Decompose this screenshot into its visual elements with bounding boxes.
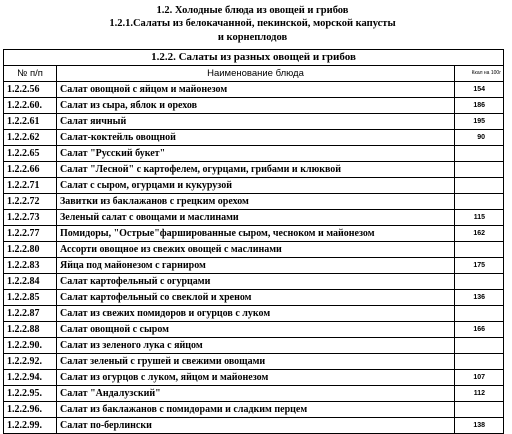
kcal-value: 112 (455, 386, 504, 402)
table-row (4, 162, 504, 178)
table-row (4, 242, 504, 258)
table-row (4, 114, 504, 130)
row-number: 1.2.2.85 (4, 290, 57, 306)
row-number: 1.2.2.87 (4, 306, 57, 322)
row-number: 1.2.2.77 (4, 226, 57, 242)
dish-name: Салат овощной с сыром (57, 322, 455, 338)
row-number: 1.2.2.56 (4, 82, 57, 98)
dish-name: Салат картофельный со свеклой и хреном (57, 290, 455, 306)
kcal-value (455, 178, 504, 194)
kcal-value: 166 (455, 322, 504, 338)
kcal-value: 138 (455, 418, 504, 434)
dish-name: Салат яичный (57, 114, 455, 130)
dish-name: Салат с сыром, огурцами и кукурузой (57, 178, 455, 194)
column-header-name: Наименование блюда (57, 66, 455, 82)
row-number: 1.2.2.92. (4, 354, 57, 370)
row-number: 1.2.2.88 (4, 322, 57, 338)
row-number: 1.2.2.83 (4, 258, 57, 274)
row-number: 1.2.2.95. (4, 386, 57, 402)
dish-name: Салат овощной с яйцом и майонезом (57, 82, 455, 98)
row-number: 1.2.2.71 (4, 178, 57, 194)
table-row (4, 306, 504, 322)
kcal-value: 107 (455, 370, 504, 386)
kcal-value: 195 (455, 114, 504, 130)
subsection-title-row (4, 50, 504, 66)
table-row (4, 146, 504, 162)
table-row (4, 418, 504, 434)
row-number: 1.2.2.72 (4, 194, 57, 210)
table-row (4, 274, 504, 290)
table-row (4, 194, 504, 210)
kcal-value (455, 354, 504, 370)
dish-name: Салат "Андалузский" (57, 386, 455, 402)
kcal-value: 162 (455, 226, 504, 242)
kcal-value (455, 146, 504, 162)
row-number: 1.2.2.65 (4, 146, 57, 162)
table-row (4, 322, 504, 338)
dish-name: Завитки из баклажанов с грецким орехом (57, 194, 455, 210)
row-number: 1.2.2.80 (4, 242, 57, 258)
row-number: 1.2.2.61 (4, 114, 57, 130)
dish-name: Салат из огурцов с луком, яйцом и майонезом (57, 370, 455, 386)
dish-name: Яйца под майонезом с гарниром (57, 258, 455, 274)
kcal-value: 115 (455, 210, 504, 226)
table-row (4, 370, 504, 386)
subsection-heading: 1.2.1.Салаты из белокачанной, пекинской, морской капусты (109, 18, 396, 29)
row-number: 1.2.2.60. (4, 98, 57, 114)
table-row (4, 130, 504, 146)
kcal-value (455, 306, 504, 322)
table-row (4, 258, 504, 274)
table-row (4, 98, 504, 114)
dish-name: Салат картофельный с огурцами (57, 274, 455, 290)
dish-name: Салат по-берлински (57, 418, 455, 434)
row-number: 1.2.2.90. (4, 338, 57, 354)
section-heading: 1.2. Холодные блюда из овощей и грибов (156, 5, 349, 16)
kcal-value (455, 194, 504, 210)
dish-name: Салат из зеленого лука с яйцом (57, 338, 455, 354)
row-number: 1.2.2.94. (4, 370, 57, 386)
row-number: 1.2.2.62 (4, 130, 57, 146)
dish-name: Салат из свежих помидоров и огурцов с луком (57, 306, 455, 322)
kcal-value: 90 (455, 130, 504, 146)
table-row (4, 290, 504, 306)
column-header-number: № п/п (4, 66, 57, 82)
dish-name: Салат из сыра, яблок и орехов (57, 98, 455, 114)
kcal-value (455, 162, 504, 178)
kcal-value: 186 (455, 98, 504, 114)
kcal-value: 154 (455, 82, 504, 98)
dish-name: Салат из баклажанов с помидорами и сладким перцем (57, 402, 455, 418)
table-row (4, 402, 504, 418)
dish-name: Зеленый салат с овощами и маслинами (57, 210, 455, 226)
subsection-heading-continued: и корнеплодов (217, 32, 288, 43)
row-number: 1.2.2.84 (4, 274, 57, 290)
column-header-row (4, 66, 504, 82)
table-row (4, 82, 504, 98)
kcal-value (455, 402, 504, 418)
kcal-value (455, 242, 504, 258)
dish-name: Салат "Русский букет" (57, 146, 455, 162)
kcal-value: 136 (455, 290, 504, 306)
row-number: 1.2.2.73 (4, 210, 57, 226)
table-row (4, 210, 504, 226)
table-row (4, 338, 504, 354)
table-row (4, 386, 504, 402)
dish-name: Салат-коктейль овощной (57, 130, 455, 146)
row-number: 1.2.2.96. (4, 402, 57, 418)
kcal-value: 175 (455, 258, 504, 274)
subsection-title: 1.2.2. Салаты из разных овощей и грибов (4, 50, 504, 66)
row-number: 1.2.2.99. (4, 418, 57, 434)
dish-name: Салат зеленый с грушей и свежими овощами (57, 354, 455, 370)
row-number: 1.2.2.66 (4, 162, 57, 178)
menu-table (3, 49, 504, 434)
kcal-value (455, 338, 504, 354)
column-header-kcal: Ккал на 100г (455, 66, 504, 82)
table-row (4, 178, 504, 194)
table-row (4, 226, 504, 242)
dish-name: Помидоры, "Острые"фаршированные сыром, чесноком и майонезом (57, 226, 455, 242)
dish-name: Салат "Лесной" с картофелем, огурцами, грибами и клюквой (57, 162, 455, 178)
dish-name: Ассорти овощное из свежих овощей с маслинами (57, 242, 455, 258)
kcal-value (455, 274, 504, 290)
table-row (4, 354, 504, 370)
